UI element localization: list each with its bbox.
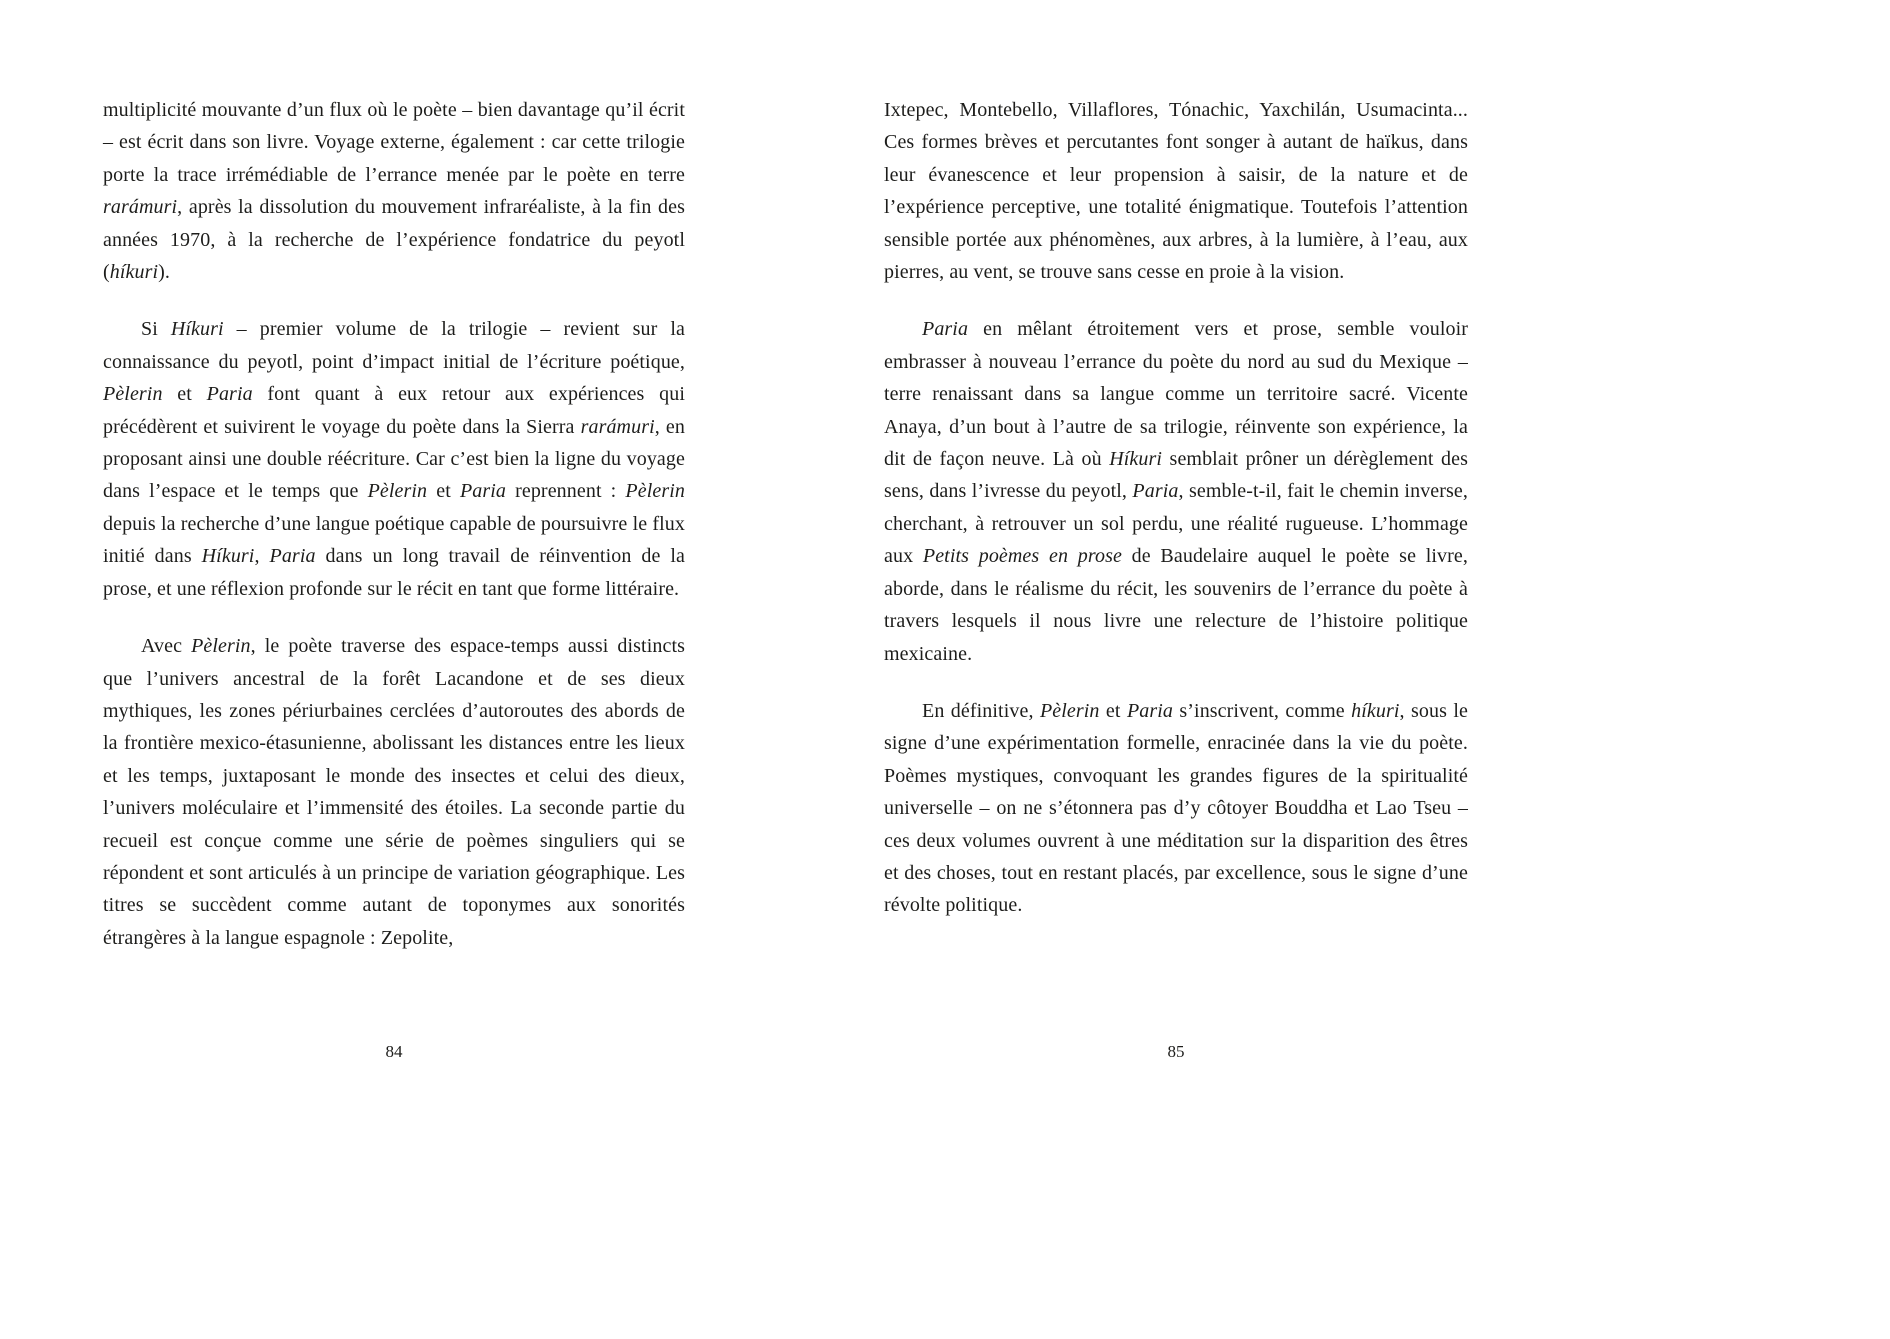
italic-text-segment: híkuri xyxy=(109,261,159,284)
text-segment: dans un long travail de réinvention de la prose, et une réflexion profonde sur le récit en tant que forme littéraire. xyxy=(103,545,686,600)
italic-text-segment: Petits poèmes en prose xyxy=(922,545,1122,568)
paragraph xyxy=(884,94,1468,288)
italic-text-segment: Paria xyxy=(1132,480,1179,503)
page-right-text xyxy=(884,94,1468,947)
text-segment: font quant à eux retour aux expériences qui précédèrent et suivirent le voyage du poète dans la Sierra xyxy=(103,383,685,438)
italic-text-segment: Pèlerin xyxy=(191,635,251,658)
italic-text-segment: Híkuri xyxy=(201,545,255,568)
italic-text-segment: Paria xyxy=(459,480,507,503)
text-segment: En définitive, xyxy=(922,699,1040,722)
italic-text-segment: Pèlerin xyxy=(625,480,685,503)
text-segment: reprennent : xyxy=(506,480,626,503)
text-segment: s’inscrivent, comme xyxy=(1173,699,1352,722)
italic-text-segment: Paria xyxy=(269,545,316,568)
italic-text-segment: Paria xyxy=(922,318,969,341)
italic-text-segment: Pèlerin xyxy=(103,383,163,406)
text-segment: et xyxy=(427,480,460,503)
italic-text-segment: Paria xyxy=(1126,699,1173,722)
text-segment: en mêlant étroitement vers et prose, semble vouloir embrasser à nouveau l’errance du poète du nord au sud du Mexique – terre renaissant dans sa langue comme un territoire sacré. Vicente Anaya, d’un bout à l’autre de sa trilogie, réinvente son expérience, la dit de façon neuve. Là où xyxy=(884,318,1468,471)
italic-text-segment: Paria xyxy=(206,383,253,406)
page-number-right: 85 xyxy=(1167,1042,1185,1061)
paragraph xyxy=(884,695,1468,922)
italic-text-segment: Híkuri xyxy=(1109,448,1163,471)
text-segment: , semble-t-il, fait le chemin inverse, cherchant, à retrouver un sol perdu, une réalité rugueuse. L’hommage aux xyxy=(884,480,1468,568)
text-segment: Avec xyxy=(141,635,192,658)
italic-text-segment: rarámuri xyxy=(580,415,655,438)
text-segment: et xyxy=(162,383,207,406)
text-segment: de Baudelaire auquel le poète se livre, aborde, dans le réalisme du récit, les souvenirs de l’errance du poète à travers lesquels il nous livre une relecture de l’histoire politique mexicaine. xyxy=(884,545,1468,665)
text-segment: semblait prôner un dérèglement des sens, dans l’ivresse du peyotl, xyxy=(884,448,1468,503)
text-segment: , en proposant ainsi une double réécriture. Car c’est bien la ligne du voyage dans l’espace et le temps que xyxy=(103,415,685,503)
italic-text-segment: Híkuri xyxy=(170,318,224,341)
italic-text-segment: Pèlerin xyxy=(367,480,428,503)
paragraph xyxy=(884,313,1468,669)
italic-text-segment: rarámuri xyxy=(103,196,178,219)
page-left-text xyxy=(103,94,685,979)
page-number-left: 84 xyxy=(385,1042,403,1061)
text-segment: , après la dissolution du mouvement infraréaliste, à la fin des années 1970, à la recherche de l’expérience fondatrice du peyotl ( xyxy=(103,196,685,284)
paragraph xyxy=(103,94,685,288)
text-segment: , sous le signe d’une expérimentation formelle, enracinée dans la vie du poète. Poèmes mystiques, convoquant les grandes figures de la spiritualité universelle – on ne s’étonnera pas d’y côtoyer Bouddha et Lao Tseu – ces deux volumes ouvrent à une méditation sur la disparition des êtres et des choses, tout en restant placés, par excellence, sous le signe d’une révolte politique. xyxy=(884,699,1469,917)
paragraph xyxy=(103,313,685,605)
italic-text-segment: Pèlerin xyxy=(1039,699,1100,722)
text-segment: depuis la recherche d’une langue poétique capable de poursuivre le flux initié dans xyxy=(103,512,685,568)
paragraph xyxy=(103,630,685,954)
text-segment: Si xyxy=(141,318,171,341)
text-segment: et xyxy=(1099,699,1127,722)
text-segment: , xyxy=(254,545,270,568)
text-segment: Ixtepec, Montebello, Villaflores, Tónachic, Yaxchilán, Usumacinta... Ces formes brèves et percutantes font songer à autant de haïkus, dans leur évanescence et leur propension à saisir, de la nature et de l’expérience perceptive, une totalité énigmatique. Toutefois l’attention sensible portée aux phénomènes, aux arbres, à la lumière, à l’eau, aux pierres, au vent, se trouve sans cesse en proie à la vision. xyxy=(884,99,1468,284)
text-segment: , le poète traverse des espace-temps aussi distincts que l’univers ancestral de la forêt Lacandone et de ses dieux mythiques, les zones périurbaines cerclées d’autoroutes des abords de la frontière mexico-étasunienne, abolissant les distances entre les lieux et les temps, juxtaposant le monde des insectes et celui des dieux, l’univers moléculaire et l’immensité des étoiles. La seconde partie du recueil est conçue comme une série de poèmes singuliers qui se répondent et sont articulés à un principe de variation géographique. Les titres se succèdent comme autant de toponymes aux sonorités étrangères à la langue espagnole : Zepolite, xyxy=(103,635,685,949)
text-segment: multiplicité mouvante d’un flux où le poète – bien davantage qu’il écrit – est écrit dans son livre. Voyage externe, également : car cette trilogie porte la trace irrémédiable de l’errance menée par le poète en terre xyxy=(103,99,685,186)
italic-text-segment: híkuri xyxy=(1351,699,1400,722)
text-segment: ). xyxy=(158,261,171,284)
text-segment: – premier volume de la trilogie – revient sur la connaissance du peyotl, point d’impact initial de l’écriture poétique, xyxy=(103,318,685,373)
